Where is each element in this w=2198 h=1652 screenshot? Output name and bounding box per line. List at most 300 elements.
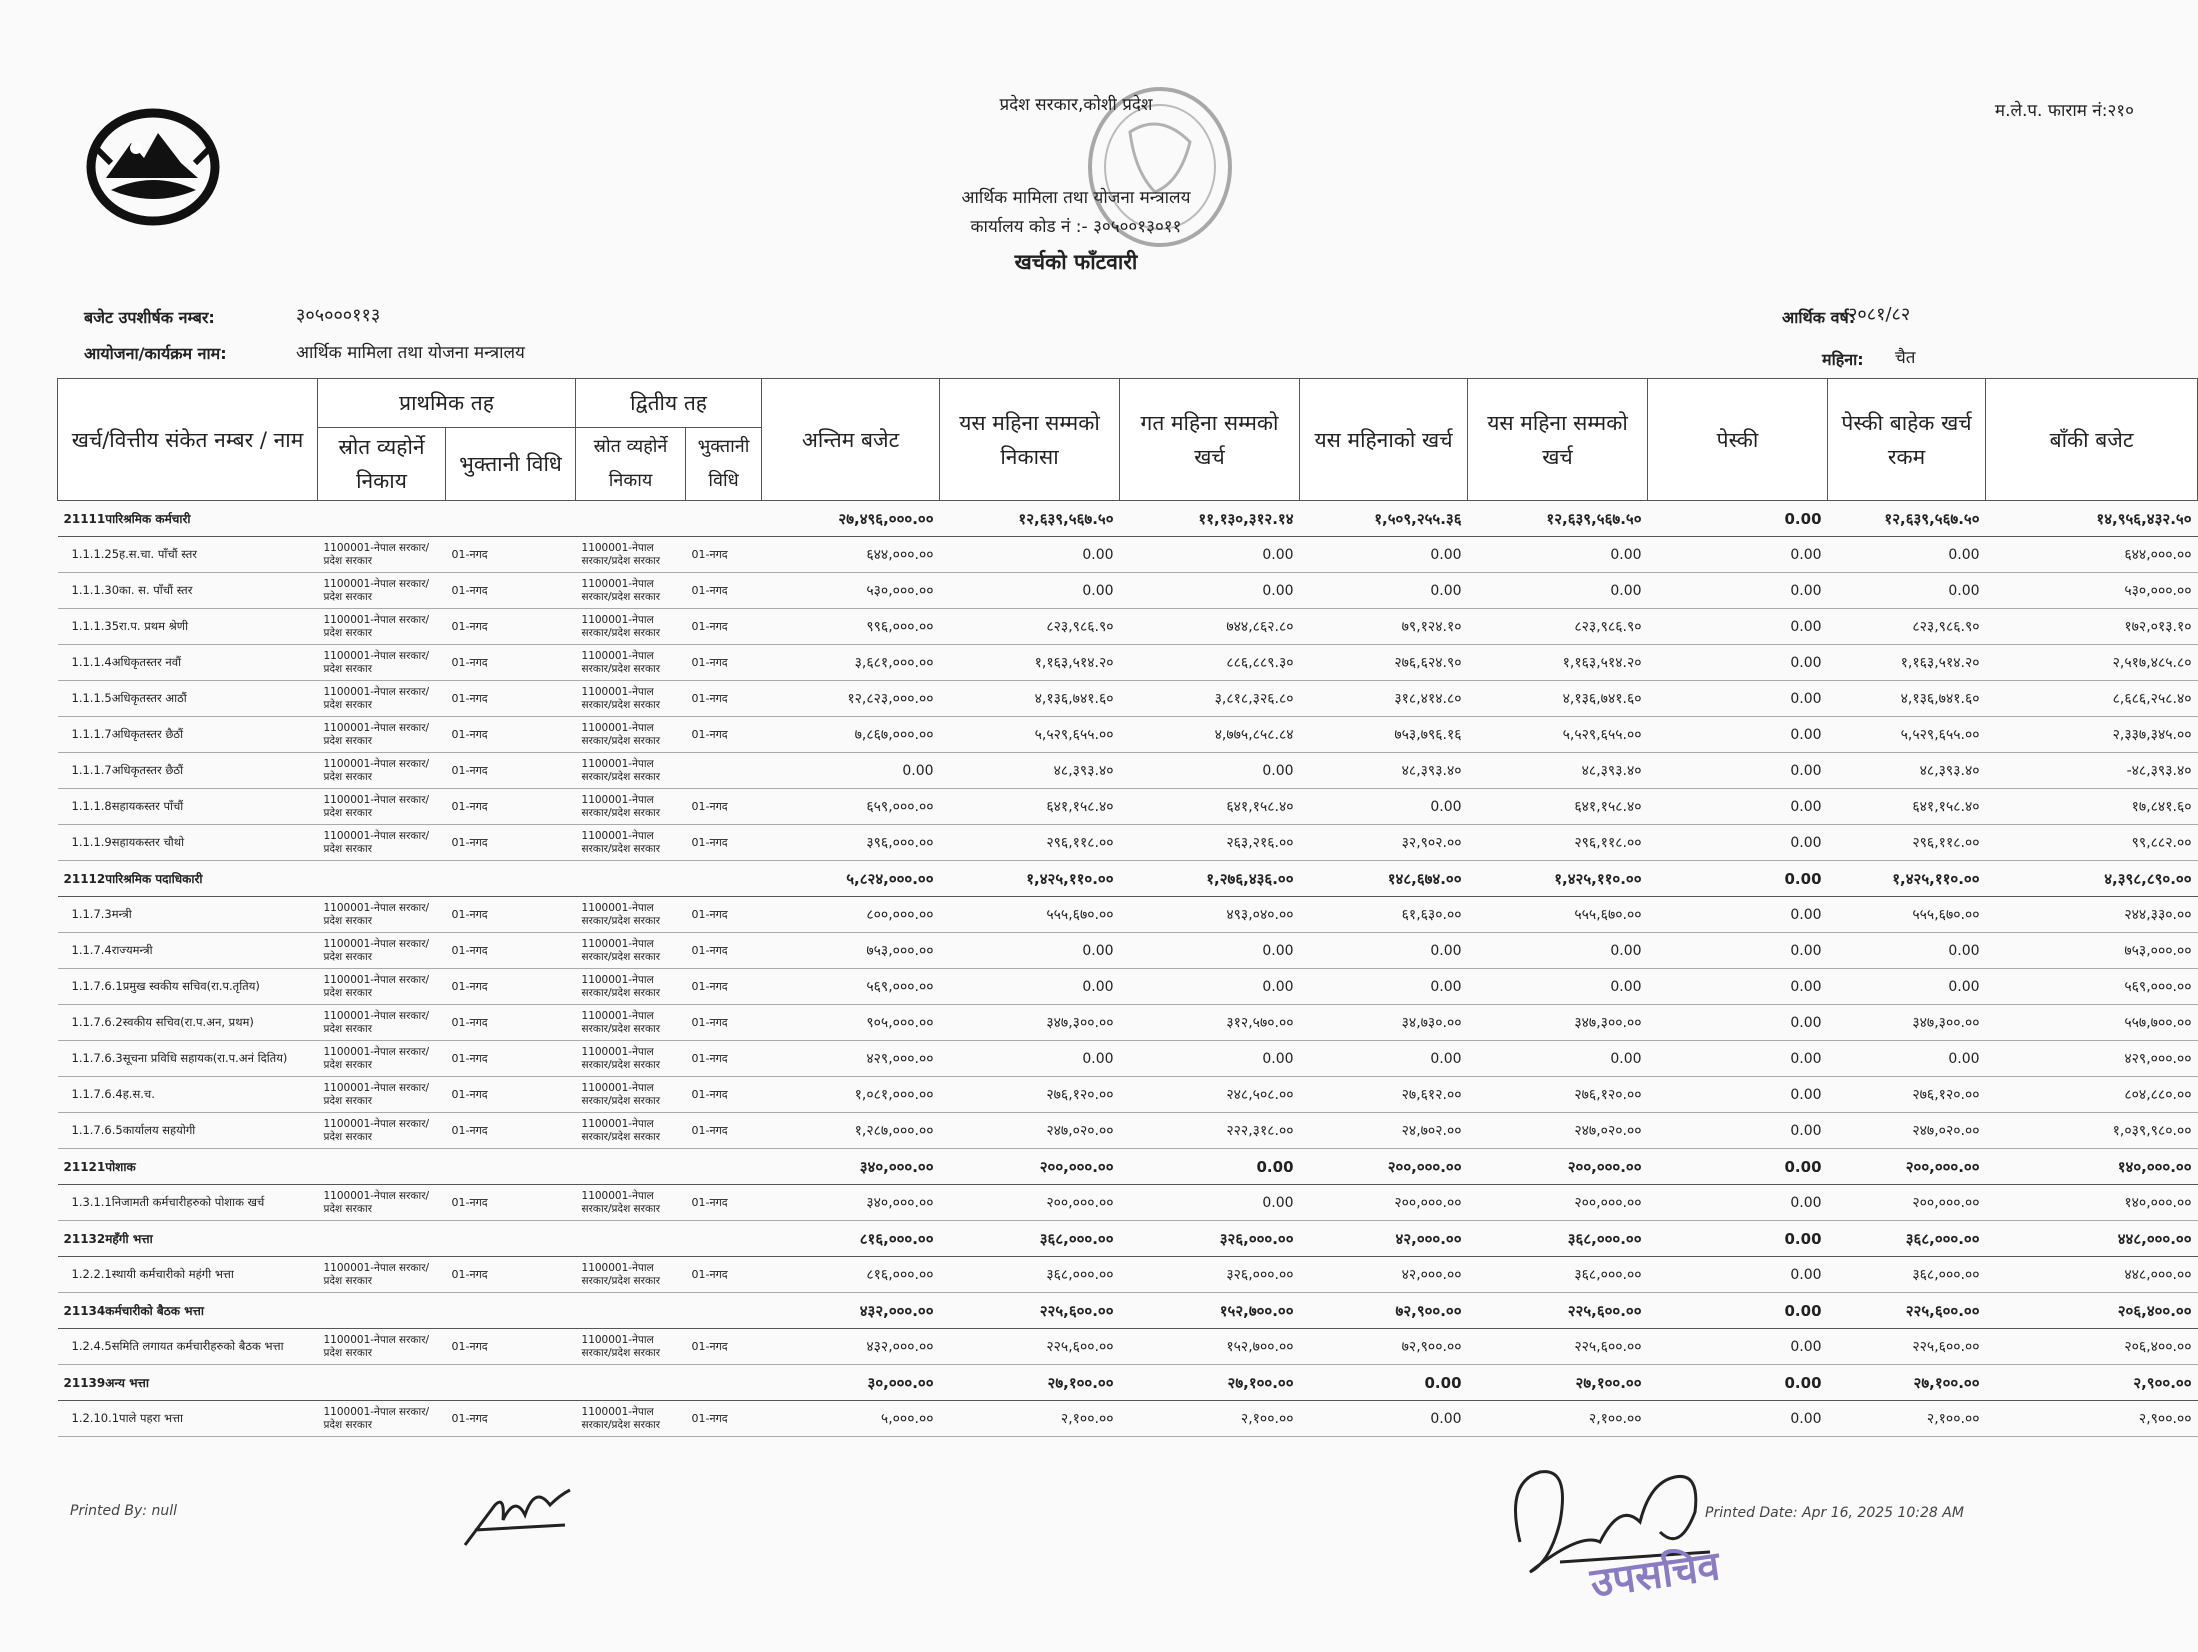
payment-2-cell: 01-नगद [686,1077,762,1113]
source-2-cell [576,861,686,897]
amount-last: 0.00 [1120,1149,1300,1185]
source-2-cell: 1100001-नेपाल सरकार/प्रदेश सरकार [576,969,686,1005]
payment-cell: 01-नगद [446,1257,576,1293]
col-header-last-month: गत महिना सम्मको खर्च [1120,379,1300,501]
amount-last: २६३,२१६.०० [1120,825,1300,861]
amount-last: 0.00 [1120,1041,1300,1077]
payment-2-cell [686,753,762,789]
amount-last: २,१००.०० [1120,1401,1300,1437]
amount-final: ७,८६७,०००.०० [762,717,940,753]
table-row [58,1041,2198,1077]
amount-upto: १,४२५,११०.०० [1468,861,1648,897]
source-2-cell: 1100001-नेपाल सरकार/प्रदेश सरकार [576,717,686,753]
table-row [58,573,2198,609]
amount-upto: २२५,६००.०० [1468,1329,1648,1365]
row-name: 1.1.1.7अधिकृतस्तर छैठौं [58,753,318,789]
amount-last: ८८६,८८९.३० [1120,645,1300,681]
month-label: महिना: [1822,350,1864,369]
col-header-excl-advance: पेस्की बाहेक खर्च रकम [1828,379,1986,501]
printed-date: Printed Date: Apr 16, 2025 10:28 AM [1705,1505,1964,1521]
amount-release: 0.00 [940,933,1120,969]
row-name: 1.1.1.30का. स. पाँचौं स्तर [58,573,318,609]
col-header-code: खर्च/वित्तीय संकेत नम्बर / नाम [58,379,318,501]
table-row [58,825,2198,861]
amount-last: १५२,७००.०० [1120,1329,1300,1365]
source-cell: 1100001-नेपाल सरकार/प्रदेश सरकार [318,1257,446,1293]
group-row [58,1221,2198,1257]
amount-release: 0.00 [940,537,1120,573]
expenditure-table [57,378,2198,1437]
table-row [58,789,2198,825]
payment-cell: 01-नगद [446,573,576,609]
amount-excl: २७,१००.०० [1828,1365,1986,1401]
amount-adv: 0.00 [1648,1329,1828,1365]
amount-upto: ५,५२९,६५५.०० [1468,717,1648,753]
row-name: 1.1.1.35रा.प. प्रथम श्रेणी [58,609,318,645]
payment-2-cell: 01-नगद [686,1257,762,1293]
amount-adv: 0.00 [1648,645,1828,681]
payment-cell: 01-नगद [446,717,576,753]
amount-upto: 0.00 [1468,537,1648,573]
payment-cell: 01-नगद [446,789,576,825]
amount-adv: 0.00 [1648,1293,1828,1329]
amount-final: ८१६,०००.०० [762,1221,940,1257]
project-name-value: आर्थिक मामिला तथा योजना मन्त्रालय [296,343,525,363]
payment-cell [446,501,576,537]
payment-2-cell [686,1365,762,1401]
amount-upto: २००,०००.०० [1468,1149,1648,1185]
amount-excl: २७६,१२०.०० [1828,1077,1986,1113]
source-2-cell: 1100001-नेपाल सरकार/प्रदेश सरकार [576,1185,686,1221]
amount-release: २२५,६००.०० [940,1329,1120,1365]
amount-upto: २,१००.०० [1468,1401,1648,1437]
source-2-cell: 1100001-नेपाल सरकार/प्रदेश सरकार [576,1257,686,1293]
row-name: 1.1.1.5अधिकृतस्तर आठौं [58,681,318,717]
amount-final: ८१६,०००.०० [762,1257,940,1293]
amount-rem: ६४४,०००.०० [1986,537,2198,573]
amount-excl: ८२३,९८६.९० [1828,609,1986,645]
amount-this: ७२,९००.०० [1300,1329,1468,1365]
amount-final: २७,४९६,०००.०० [762,501,940,537]
amount-release: २९६,११८.०० [940,825,1120,861]
amount-rem: १७२,०१३.१० [1986,609,2198,645]
amount-adv: 0.00 [1648,609,1828,645]
amount-this: ४८,३९३.४० [1300,753,1468,789]
row-name: 21111पारिश्रमिक कर्मचारी [58,501,318,537]
payment-cell [446,1365,576,1401]
source-2-cell: 1100001-नेपाल सरकार/प्रदेश सरकार [576,897,686,933]
source-2-cell [576,1149,686,1185]
amount-this: ४२,०००.०० [1300,1257,1468,1293]
payment-cell [446,861,576,897]
budget-subheading-label: बजेट उपशीर्षक नम्बर: [84,308,215,327]
payment-cell: 01-नगद [446,1113,576,1149]
row-name: 1.1.1.25ह.स.चा. पाँचौं स्तर [58,537,318,573]
table-row [58,717,2198,753]
amount-release: २२५,६००.०० [940,1293,1120,1329]
amount-this: १४८,६७४.०० [1300,861,1468,897]
amount-final: ५६९,०००.०० [762,969,940,1005]
amount-final: १,२८७,०००.०० [762,1113,940,1149]
amount-this: 0.00 [1300,1401,1468,1437]
amount-excl: १,४२५,११०.०० [1828,861,1986,897]
source-2-cell: 1100001-नेपाल सरकार/प्रदेश सरकार [576,573,686,609]
amount-last: २४८,५०८.०० [1120,1077,1300,1113]
group-row [58,501,2198,537]
amount-this: 0.00 [1300,1365,1468,1401]
amount-upto: १२,६३९,५६७.५० [1468,501,1648,537]
amount-rem: ७५३,०००.०० [1986,933,2198,969]
payment-cell: 01-नगद [446,897,576,933]
amount-excl: २००,०००.०० [1828,1149,1986,1185]
source-2-cell: 1100001-नेपाल सरकार/प्रदेश सरकार [576,537,686,573]
col-header-remaining: बाँकी बजेट [1986,379,2198,501]
source-cell: 1100001-नेपाल सरकार/प्रदेश सरकार [318,717,446,753]
amount-release: २७,१००.०० [940,1365,1120,1401]
payment-2-cell: 01-नगद [686,1329,762,1365]
amount-excl: १२,६३९,५६७.५० [1828,501,1986,537]
source-cell [318,501,446,537]
amount-this: २००,०००.०० [1300,1185,1468,1221]
source-2-cell: 1100001-नेपाल सरकार/प्रदेश सरकार [576,609,686,645]
table-row [58,753,2198,789]
amount-last: ३२६,०००.०० [1120,1257,1300,1293]
amount-excl: 0.00 [1828,969,1986,1005]
group-row [58,1149,2198,1185]
amount-rem: १४०,०००.०० [1986,1185,2198,1221]
payment-cell: 01-नगद [446,537,576,573]
amount-this: ३१८,४१४.८० [1300,681,1468,717]
source-cell: 1100001-नेपाल सरकार/प्रदेश सरकार [318,897,446,933]
amount-this: 0.00 [1300,933,1468,969]
payment-cell: 01-नगद [446,933,576,969]
source-cell: 1100001-नेपाल सरकार/प्रदेश सरकार [318,609,446,645]
source-2-cell: 1100001-नेपाल सरकार/प्रदेश सरकार [576,1401,686,1437]
payment-cell: 01-नगद [446,1329,576,1365]
amount-adv: 0.00 [1648,789,1828,825]
table-row [58,897,2198,933]
amount-this: 0.00 [1300,789,1468,825]
amount-last: ६४१,१५८.४० [1120,789,1300,825]
table-row [58,537,2198,573]
amount-upto: ५५५,६७०.०० [1468,897,1648,933]
amount-release: 0.00 [940,969,1120,1005]
amount-release: ३४७,३००.०० [940,1005,1120,1041]
amount-last: 0.00 [1120,969,1300,1005]
amount-excl: २४७,०२०.०० [1828,1113,1986,1149]
payment-2-cell: 01-नगद [686,1185,762,1221]
row-name: 21134कर्मचारीको बैठक भत्ता [58,1293,318,1329]
col-header-upto-month: यस महिना सम्मको खर्च [1468,379,1648,501]
amount-adv: 0.00 [1648,573,1828,609]
amount-upto: 0.00 [1468,573,1648,609]
amount-this: २००,०००.०० [1300,1149,1468,1185]
col-header-final-budget: अन्तिम बजेट [762,379,940,501]
payment-cell: 01-नगद [446,1005,576,1041]
table-row [58,933,2198,969]
amount-upto: २००,०००.०० [1468,1185,1648,1221]
amount-upto: ३६८,०००.०० [1468,1221,1648,1257]
amount-release: ३६८,०००.०० [940,1221,1120,1257]
amount-last: ३,८१८,३२६.८० [1120,681,1300,717]
source-cell: 1100001-नेपाल सरकार/प्रदेश सरकार [318,753,446,789]
amount-rem: ५५७,७००.०० [1986,1005,2198,1041]
table-row [58,645,2198,681]
amount-this: ३२,९०२.०० [1300,825,1468,861]
amount-release: २,१००.०० [940,1401,1120,1437]
amount-release: ४८,३९३.४० [940,753,1120,789]
table-body [58,501,2198,1437]
signature-left-icon [455,1475,580,1555]
payment-2-cell [686,1293,762,1329]
payment-2-cell: 01-नगद [686,789,762,825]
amount-adv: 0.00 [1648,1401,1828,1437]
amount-rem: २,३३७,३४५.०० [1986,717,2198,753]
table-row [58,609,2198,645]
source-cell [318,1221,446,1257]
payment-2-cell: 01-नगद [686,1005,762,1041]
amount-last: 0.00 [1120,537,1300,573]
payment-cell: 01-नगद [446,1185,576,1221]
payment-cell [446,1149,576,1185]
amount-excl: २००,०००.०० [1828,1185,1986,1221]
payment-2-cell: 01-नगद [686,1113,762,1149]
amount-rem: २४४,३३०.०० [1986,897,2198,933]
amount-final: ४३२,०००.०० [762,1293,940,1329]
amount-final: ३४०,०००.०० [762,1149,940,1185]
source-cell: 1100001-नेपाल सरकार/प्रदेश सरकार [318,789,446,825]
row-name: 1.2.4.5समिति लगायत कर्मचारीहरुको बैठक भत्ता [58,1329,318,1365]
source-cell: 1100001-नेपाल सरकार/प्रदेश सरकार [318,1329,446,1365]
amount-rem: १,०३९,९८०.०० [1986,1113,2198,1149]
amount-this: २४,७०२.०० [1300,1113,1468,1149]
amount-last: १,२७६,४३६.०० [1120,861,1300,897]
table-row [58,969,2198,1005]
amount-adv: 0.00 [1648,753,1828,789]
amount-last: १५२,७००.०० [1120,1293,1300,1329]
amount-adv: 0.00 [1648,501,1828,537]
payment-2-cell: 01-नगद [686,537,762,573]
source-cell: 1100001-नेपाल सरकार/प्रदेश सरकार [318,825,446,861]
amount-release: ८२३,९८६.९० [940,609,1120,645]
payment-2-cell: 01-नगद [686,717,762,753]
amount-upto: 0.00 [1468,1041,1648,1077]
payment-2-cell [686,1149,762,1185]
amount-this: ३४,७३०.०० [1300,1005,1468,1041]
col-header-source-2: स्रोत व्यहोर्ने निकाय [576,428,686,501]
amount-rem: १७,८४१.६० [1986,789,2198,825]
amount-adv: 0.00 [1648,933,1828,969]
source-2-cell [576,1221,686,1257]
amount-final: ५,०००.०० [762,1401,940,1437]
payment-cell: 01-नगद [446,1041,576,1077]
amount-adv: 0.00 [1648,1185,1828,1221]
amount-excl: ३६८,०००.०० [1828,1257,1986,1293]
row-name: 1.3.1.1निजामती कर्मचारीहरुको पोशाक खर्च [58,1185,318,1221]
amount-adv: 0.00 [1648,1077,1828,1113]
deputy-secretary-stamp: उपसचिव [1587,1543,1723,1607]
amount-release: ३६८,०००.०० [940,1257,1120,1293]
amount-excl: 0.00 [1828,933,1986,969]
row-name: 1.1.7.6.5कार्यालय सहयोगी [58,1113,318,1149]
amount-excl: ४८,३९३.४० [1828,753,1986,789]
payment-cell [446,1293,576,1329]
amount-upto: 0.00 [1468,969,1648,1005]
government-name: प्रदेश सरकार,कोशी प्रदेश [999,95,1153,115]
source-cell: 1100001-नेपाल सरकार/प्रदेश सरकार [318,537,446,573]
amount-excl: २,१००.०० [1828,1401,1986,1437]
row-name: 1.1.7.6.1प्रमुख स्वकीय सचिव(रा.प.तृतिय) [58,969,318,1005]
amount-rem: १४,९५६,४३२.५० [1986,501,2198,537]
source-cell [318,1365,446,1401]
amount-excl: 0.00 [1828,573,1986,609]
col-header-secondary: द्वितीय तह [576,379,762,428]
amount-rem: २,५१७,४८५.८० [1986,645,2198,681]
col-header-release: यस महिना सम्मको निकासा [940,379,1120,501]
amount-this: २७६,६२४.९० [1300,645,1468,681]
payment-2-cell: 01-नगद [686,1041,762,1077]
amount-final: ३०,०००.०० [762,1365,940,1401]
amount-rem: -४८,३९३.४० [1986,753,2198,789]
amount-release: १,१६३,५१४.२० [940,645,1120,681]
amount-release: २००,०००.०० [940,1185,1120,1221]
amount-release: ४,१३६,७४१.६० [940,681,1120,717]
fiscal-year-label: आर्थिक वर्ष: [1782,308,1856,327]
amount-last: ४९३,०४०.०० [1120,897,1300,933]
amount-upto: ४,१३६,७४१.६० [1468,681,1648,717]
amount-final: ६५९,०००.०० [762,789,940,825]
amount-upto: 0.00 [1468,933,1648,969]
amount-excl: ४,१३६,७४१.६० [1828,681,1986,717]
source-cell: 1100001-नेपाल सरकार/प्रदेश सरकार [318,1185,446,1221]
amount-excl: ५,५२९,६५५.०० [1828,717,1986,753]
amount-final: ९९६,०००.०० [762,609,940,645]
amount-excl: ३६८,०००.०० [1828,1221,1986,1257]
payment-2-cell: 01-नगद [686,645,762,681]
amount-last: ३१२,५७०.०० [1120,1005,1300,1041]
col-header-this-month: यस महिनाको खर्च [1300,379,1468,501]
amount-final: ४२९,०००.०० [762,1041,940,1077]
payment-cell: 01-नगद [446,645,576,681]
source-cell: 1100001-नेपाल सरकार/प्रदेश सरकार [318,1005,446,1041]
source-cell: 1100001-नेपाल सरकार/प्रदेश सरकार [318,933,446,969]
row-name: 1.1.1.9सहायकस्तर चौथो [58,825,318,861]
payment-cell [446,1221,576,1257]
source-2-cell: 1100001-नेपाल सरकार/प्रदेश सरकार [576,1005,686,1041]
payment-2-cell [686,861,762,897]
row-name: 21132महँगी भत्ता [58,1221,318,1257]
row-name: 1.2.2.1स्थायी कर्मचारीको महंगी भत्ता [58,1257,318,1293]
amount-this: १,५०९,२५५.३६ [1300,501,1468,537]
amount-this: ७५३,७९६.१६ [1300,717,1468,753]
table-row [58,1005,2198,1041]
table-row [58,1257,2198,1293]
payment-2-cell: 01-नगद [686,1401,762,1437]
source-cell [318,1149,446,1185]
table-row [58,681,2198,717]
amount-final: १२,८२३,०००.०० [762,681,940,717]
amount-rem: ५३०,०००.०० [1986,573,2198,609]
amount-last: 0.00 [1120,753,1300,789]
amount-final: ६४४,०००.०० [762,537,940,573]
amount-upto: ३६८,०००.०० [1468,1257,1648,1293]
amount-rem: ४२९,०००.०० [1986,1041,2198,1077]
payment-2-cell [686,501,762,537]
payment-2-cell: 01-नगद [686,897,762,933]
amount-rem: ८,६८६,२५८.४० [1986,681,2198,717]
group-row [58,1365,2198,1401]
col-header-payment: भुक्तानी विधि [446,428,576,501]
amount-excl: 0.00 [1828,1041,1986,1077]
report-title: खर्चको फाँटवारी [1014,250,1138,274]
ministry-name: आर्थिक मामिला तथा योजना मन्त्रालय [961,188,1191,208]
month-value: चैत [1895,348,1916,368]
amount-final: ९०५,०००.०० [762,1005,940,1041]
source-2-cell [576,1293,686,1329]
amount-this: ७२,९००.०० [1300,1293,1468,1329]
amount-last: 0.00 [1120,933,1300,969]
amount-rem: ४४८,०००.०० [1986,1221,2198,1257]
amount-release: २७६,१२०.०० [940,1077,1120,1113]
amount-release: 0.00 [940,1041,1120,1077]
source-2-cell: 1100001-नेपाल सरकार/प्रदेश सरकार [576,1113,686,1149]
amount-adv: 0.00 [1648,1365,1828,1401]
amount-rem: ५६९,०००.०० [1986,969,2198,1005]
amount-release: १,४२५,११०.०० [940,861,1120,897]
table-row [58,1401,2198,1437]
amount-upto: ६४१,१५८.४० [1468,789,1648,825]
col-header-advance: पेस्की [1648,379,1828,501]
amount-upto: २७,१००.०० [1468,1365,1648,1401]
amount-final: ३,६८१,०००.०० [762,645,940,681]
amount-adv: 0.00 [1648,825,1828,861]
amount-this: ७९,१२४.१० [1300,609,1468,645]
amount-release: १२,६३९,५६७.५० [940,501,1120,537]
row-name: 1.1.7.3मन्त्री [58,897,318,933]
amount-rem: ९९,८८२.०० [1986,825,2198,861]
amount-rem: २,९००.०० [1986,1365,2198,1401]
amount-final: ५,८२४,०००.०० [762,861,940,897]
payment-cell: 01-नगद [446,1077,576,1113]
source-2-cell: 1100001-नेपाल सरकार/प्रदेश सरकार [576,681,686,717]
payment-cell: 01-नगद [446,825,576,861]
row-name: 1.1.7.6.2स्वकीय सचिव(रा.प.अन, प्रथम) [58,1005,318,1041]
printed-by: Printed By: null [70,1503,177,1519]
amount-excl: 0.00 [1828,537,1986,573]
amount-rem: २,९००.०० [1986,1401,2198,1437]
table-row [58,1113,2198,1149]
amount-this: 0.00 [1300,1041,1468,1077]
amount-adv: 0.00 [1648,1257,1828,1293]
fiscal-year-value: २०८१/८२ [1848,304,1911,325]
group-row [58,1293,2198,1329]
amount-adv: 0.00 [1648,537,1828,573]
amount-adv: 0.00 [1648,1149,1828,1185]
government-emblem-icon [86,108,220,226]
amount-rem: ८०४,८८०.०० [1986,1077,2198,1113]
expenditure-table-container [57,378,2192,1457]
amount-release: ५,५२९,६५५.०० [940,717,1120,753]
payment-2-cell: 01-नगद [686,681,762,717]
payment-2-cell: 01-नगद [686,933,762,969]
amount-this: ६१,६३०.०० [1300,897,1468,933]
amount-final: १,०८१,०००.०० [762,1077,940,1113]
amount-last: ७४४,८६२.८० [1120,609,1300,645]
amount-adv: 0.00 [1648,681,1828,717]
source-cell: 1100001-नेपाल सरकार/प्रदेश सरकार [318,1401,446,1437]
row-name: 1.2.10.1पाले पहरा भत्ता [58,1401,318,1437]
payment-cell: 01-नगद [446,681,576,717]
